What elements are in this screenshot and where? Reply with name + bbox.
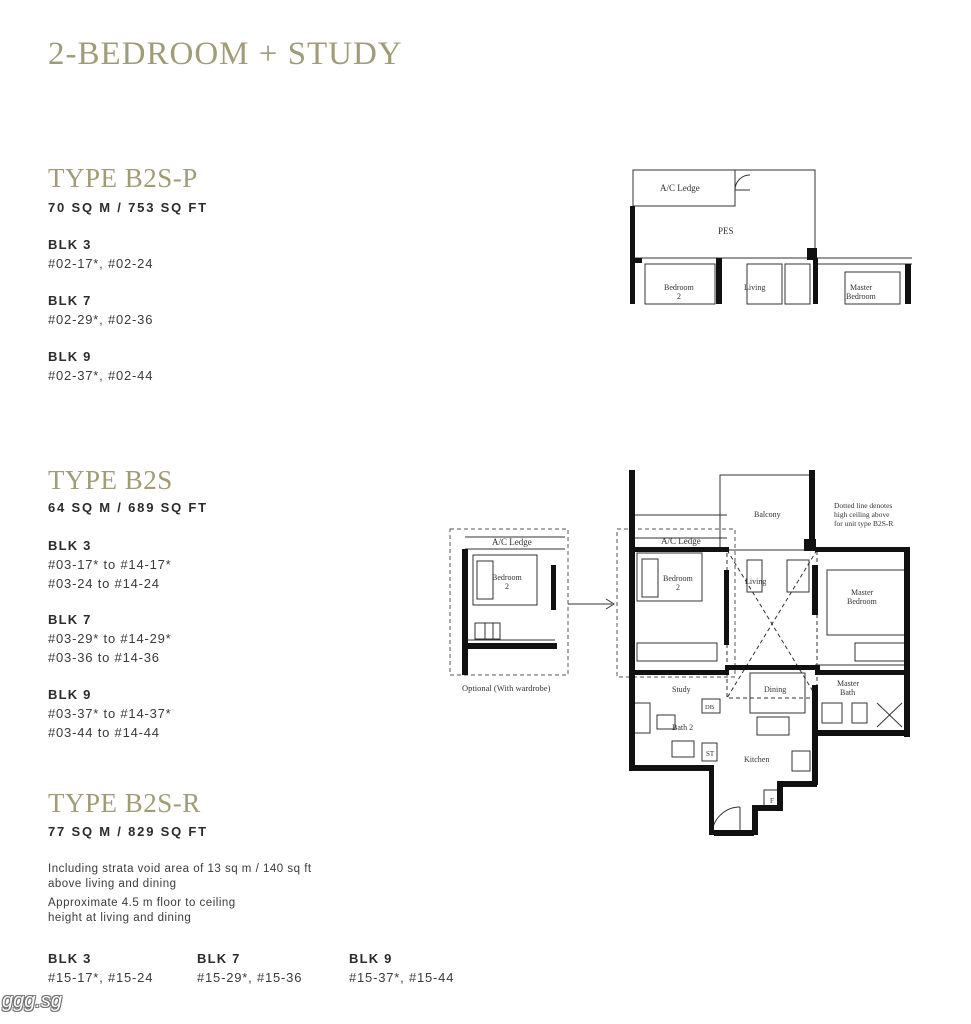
b2s-p-blk9-label: BLK 9 <box>48 349 92 364</box>
floor-plan-b2s-p <box>620 160 920 310</box>
type-b2s-p-area: 70 SQ M / 753 SQ FT <box>48 200 208 215</box>
main-master-bedroom-label: Bedroom <box>847 597 877 606</box>
top-master-bedroom-label: Bedroom <box>846 292 876 301</box>
b2s-r-blk3-units: #15-17*, #15-24 <box>48 970 154 985</box>
main-living-label: Living <box>745 577 767 586</box>
floor-plan-b2s <box>612 465 967 845</box>
arrow-icon <box>566 596 618 612</box>
b2s-blk9-label: BLK 9 <box>48 687 92 702</box>
type-b2s-r-area: 77 SQ M / 829 SQ FT <box>48 824 208 839</box>
page-title: 2-BEDROOM + STUDY <box>48 36 403 72</box>
b2s-p-blk7-units: #02-29*, #02-36 <box>48 312 154 327</box>
main-kitchen-label: Kitchen <box>744 755 770 764</box>
b2s-r-blk9-label: BLK 9 <box>349 951 393 966</box>
b2s-r-note-3: Approximate 4.5 m floor to ceiling <box>48 897 236 909</box>
b2s-blk7-units-2: #03-36 to #14-36 <box>48 650 160 665</box>
b2s-blk7-units-1: #03-29* to #14-29* <box>48 631 172 646</box>
floor-plan-optional <box>445 525 580 700</box>
b2s-r-note-4: height at living and dining <box>48 912 192 924</box>
top-bedroom2-label: Bedroom <box>664 283 694 292</box>
main-db-label: DB <box>705 704 715 711</box>
b2s-blk3-label: BLK 3 <box>48 538 92 553</box>
main-dining-label: Dining <box>764 685 787 694</box>
b2s-r-note-1: Including strata void area of 13 sq m / 140 sq ft <box>48 863 312 875</box>
b2s-blk3-units-1: #03-17* to #14-17* <box>48 557 172 572</box>
optional-ac-ledge-label: A/C Ledge <box>492 537 532 547</box>
type-b2s-area: 64 SQ M / 689 SQ FT <box>48 500 208 515</box>
main-balcony-label: Balcony <box>754 510 781 519</box>
main-study-label: Study <box>672 685 691 694</box>
b2s-p-blk3-label: BLK 3 <box>48 237 92 252</box>
b2s-p-blk7-label: BLK 7 <box>48 293 92 308</box>
b2s-blk7-label: BLK 7 <box>48 612 92 627</box>
optional-bedroom2-num: 2 <box>505 582 509 591</box>
b2s-p-blk9-units: #02-37*, #02-44 <box>48 368 154 383</box>
top-pes-label: PES <box>718 226 734 236</box>
b2s-blk9-units-1: #03-37* to #14-37* <box>48 706 172 721</box>
watermark: ggg.sg <box>2 990 63 1012</box>
main-master-label: Master <box>851 588 874 597</box>
main-master-bath-label: Master <box>837 679 860 688</box>
main-master-bath-label-2: Bath <box>840 688 856 697</box>
b2s-r-blk9-units: #15-37*, #15-44 <box>349 970 455 985</box>
b2s-p-blk3-units: #02-17*, #02-24 <box>48 256 154 271</box>
top-master-label: Master <box>850 283 873 292</box>
optional-caption: Optional (With wardrobe) <box>462 683 551 693</box>
main-bath2-label: Bath 2 <box>672 723 694 732</box>
b2s-blk3-units-2: #03-24 to #14-24 <box>48 576 160 591</box>
type-b2s-p-title: TYPE B2S-P <box>48 163 198 193</box>
main-note-1: Dotted line denotes <box>834 501 893 510</box>
main-bedroom2-num: 2 <box>676 583 680 592</box>
main-st-label: ST <box>706 750 715 758</box>
b2s-r-note-2: above living and dining <box>48 878 177 890</box>
b2s-r-blk7-units: #15-29*, #15-36 <box>197 970 303 985</box>
b2s-blk9-units-2: #03-44 to #14-44 <box>48 725 160 740</box>
main-bedroom2-label: Bedroom <box>663 574 693 583</box>
main-note-2: high ceiling above <box>834 510 890 519</box>
type-b2s-r-title: TYPE B2S-R <box>48 788 201 818</box>
main-note-3: for unit type B2S-R <box>834 519 894 528</box>
b2s-r-blk3-label: BLK 3 <box>48 951 92 966</box>
main-fridge-label: F <box>770 797 774 805</box>
top-bedroom2-num: 2 <box>677 292 681 301</box>
type-b2s-title: TYPE B2S <box>48 465 173 495</box>
top-ac-ledge-label: A/C Ledge <box>660 183 700 193</box>
top-living-label: Living <box>744 283 766 292</box>
main-ac-ledge-label: A/C Ledge <box>661 536 701 546</box>
optional-bedroom2-label: Bedroom <box>492 573 522 582</box>
b2s-r-blk7-label: BLK 7 <box>197 951 241 966</box>
